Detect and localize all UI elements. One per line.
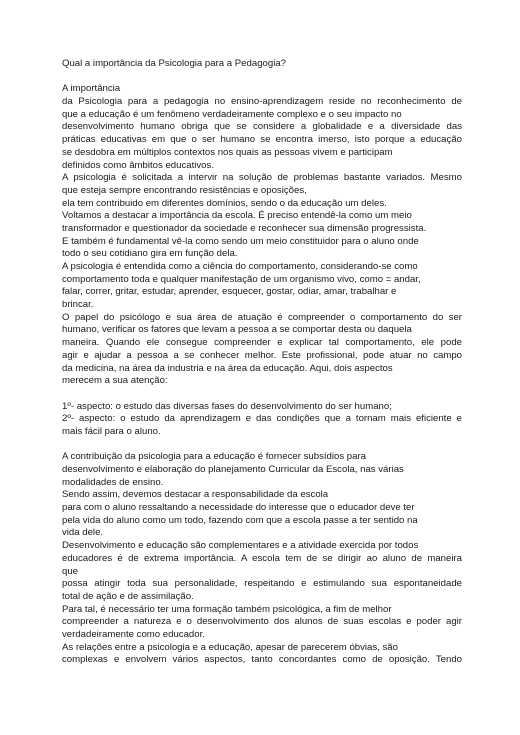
document-body <box>62 58 462 667</box>
text-line: transformador e questionador da sociedade e reconhecer sua dimensão progressista. <box>62 222 427 234</box>
text-line: agir e ajudar a pessoa a se conhecer melhor. Este profissional, pode atuar no campo <box>62 349 462 361</box>
text-line: falar, correr, gritar, estudar, aprender, esquecer, gostar, odiar, amar, trabalhar e <box>62 286 397 298</box>
text-line: merecem a sua atenção: <box>62 375 168 387</box>
text-line: Sendo assim, devemos destacar a responsabilidade da escola <box>62 489 329 501</box>
text-line: que esteja sempre encontrando resistências e oposições, <box>62 184 307 196</box>
text-line: da medicina, na área da industria e na área da educação. Aqui, dois aspectos <box>62 362 393 374</box>
text-line: modalidades de ensino. <box>62 476 164 488</box>
text-line: compreender a natureza e o desenvolvimento dos alunos de suas escolas e poder agir <box>62 616 462 628</box>
text-line: para com o aluno ressaltando a necessidade do interesse que o educador deve ter <box>62 502 415 514</box>
text-line: mais fácil para o aluno. <box>62 425 161 437</box>
text-line: Para tal, é necessário ter uma formação também psicológica, a fim de melhor <box>62 603 392 615</box>
blank-line <box>62 439 462 452</box>
text-line: 1º- aspecto: o estudo das diversas fases do desenvolvimento do ser humano; <box>62 400 392 412</box>
blank-line <box>62 388 462 401</box>
text-line: A psicologia é entendida como a ciência do comportamento, considerando-se como <box>62 261 418 272</box>
text-line: 2º- aspecto: o estudo da aprendizagem e das condições que a tornam mais eficiente e <box>62 413 462 425</box>
text-line: maneira. Quando ele consegue compreender e explicar tal comportamento, ele pode <box>62 337 462 349</box>
text-line: A contribuição da psicologia para a educação é fornecer subsídios para <box>62 451 366 463</box>
text-line: desenvolvimento humano obriga que se considere a globalidade e a diversidade das <box>62 121 462 133</box>
document-title: Qual a importância da Psicologia para a Pedagogia? <box>62 58 287 69</box>
text-line: humano, verificar os fatores que levam a pessoa a se comportar desta ou daquela <box>62 324 412 336</box>
text-line: se desdobra em múltiplos contextos nos quais as pessoas vivem e participam <box>62 146 393 158</box>
text-line: vida dele. <box>62 527 104 539</box>
text-line: desenvolvimento e elaboração do planejamento Curricular da Escola, nas várias <box>62 464 404 475</box>
text-line: definidos como âmbitos educativos. <box>62 159 214 171</box>
text-line: verdadeiramente como educador. <box>62 628 205 640</box>
text-line: A importância <box>62 83 121 95</box>
text-line: brincar. <box>62 299 94 311</box>
text-line: que a educação é um fenômeno verdadeiramente complexo e o seu impacto no <box>62 108 402 120</box>
text-line: da Psicologia para a pedagogia no ensino-aprendizagem reside no reconhecimento de <box>62 96 462 108</box>
text-line: práticas educativas em que o ser humano se encontra imerso, isto porque a educação <box>62 134 462 146</box>
text-line: As relações entre a psicologia e a educação, apesar de parecerem óbvias, são <box>62 641 398 653</box>
text-line: O papel do psicólogo e sua área de atuação é compreender o comportamento do ser <box>62 311 462 323</box>
text-line: complexas e envolvem vários aspectos, tanto concordantes como de oposição. Tendo <box>62 654 462 666</box>
text-line: Voltamos a destacar a importância da escola. É preciso entendê-la como um meio <box>62 210 412 222</box>
text-line: Desenvolvimento e educação são complementares e a atividade exercida por todos <box>62 540 419 552</box>
text-line: que <box>62 565 79 577</box>
text-line: comportamento toda e qualquer manifestação de um organismo vivo, como = andar, <box>62 273 421 285</box>
text-line: educadores é de extrema importância. A escola tem de se dirigir ao aluno de maneira <box>62 552 462 564</box>
text-line: possa atingir toda sua personalidade, respeitando e estimulando sua espontaneidade <box>62 578 462 590</box>
text-line: todo o seu cotidiano gira em função dela. <box>62 248 238 260</box>
text-line: ela tem contribuido em diferentes domínios, sendo o da educação um deles. <box>62 197 387 209</box>
text-line: A psicologia é solicitada a intervir na solução de problemas bastante variados. Mesmo <box>62 172 462 184</box>
text-line: pela vida do aluno como um todo, fazendo com que a escola passe a ter sentido na <box>62 514 418 526</box>
text-line: total de ação e de assimilação. <box>62 590 194 602</box>
text-line: E também é fundamental vê-la como sendo um meio constituidor para o aluno onde <box>62 235 419 247</box>
paragraph-lines <box>62 83 462 667</box>
